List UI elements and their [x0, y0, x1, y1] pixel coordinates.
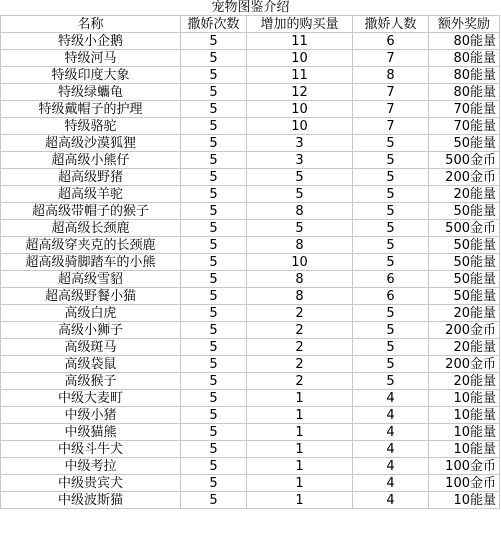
- cell-coax-people: 4: [353, 390, 429, 407]
- cell-extra-reward: 20能量: [429, 186, 500, 203]
- cell-extra-reward: 70能量: [429, 118, 500, 135]
- table-row: [1, 458, 500, 475]
- cell-purchase-increase: 12: [247, 84, 353, 101]
- cell-coax-count: 5: [181, 492, 247, 509]
- cell-extra-reward: 80能量: [429, 84, 500, 101]
- cell-extra-reward: 200金币: [429, 322, 500, 339]
- cell-coax-count: 5: [181, 424, 247, 441]
- table-body: [1, 33, 500, 509]
- cell-coax-count: 5: [181, 203, 247, 220]
- cell-purchase-increase: 1: [247, 441, 353, 458]
- table-row: [1, 271, 500, 288]
- table-row: [1, 33, 500, 50]
- cell-purchase-increase: 8: [247, 203, 353, 220]
- table-row: [1, 237, 500, 254]
- cell-name: 中级猫熊: [1, 424, 181, 441]
- table-row: [1, 50, 500, 67]
- cell-name: 超高级骑脚踏车的小熊: [1, 254, 181, 271]
- cell-coax-count: 5: [181, 220, 247, 237]
- cell-coax-count: 5: [181, 373, 247, 390]
- table-row: [1, 322, 500, 339]
- cell-coax-people: 4: [353, 475, 429, 492]
- cell-coax-people: 5: [353, 305, 429, 322]
- cell-coax-count: 5: [181, 152, 247, 169]
- cell-coax-count: 5: [181, 458, 247, 475]
- cell-purchase-increase: 10: [247, 254, 353, 271]
- cell-purchase-increase: 10: [247, 50, 353, 67]
- cell-name: 高级斑马: [1, 339, 181, 356]
- cell-extra-reward: 80能量: [429, 67, 500, 84]
- cell-purchase-increase: 2: [247, 339, 353, 356]
- table-row: [1, 441, 500, 458]
- cell-name: 超高级穿夹克的长颈鹿: [1, 237, 181, 254]
- cell-purchase-increase: 10: [247, 101, 353, 118]
- cell-name: 特级河马: [1, 50, 181, 67]
- cell-coax-count: 5: [181, 305, 247, 322]
- cell-name: 特级印度大象: [1, 67, 181, 84]
- cell-extra-reward: 50能量: [429, 288, 500, 305]
- cell-coax-count: 5: [181, 475, 247, 492]
- cell-extra-reward: 80能量: [429, 33, 500, 50]
- table-row: [1, 407, 500, 424]
- cell-extra-reward: 10能量: [429, 441, 500, 458]
- cell-name: 超高级长颈鹿: [1, 220, 181, 237]
- cell-extra-reward: 70能量: [429, 101, 500, 118]
- cell-coax-people: 6: [353, 33, 429, 50]
- cell-coax-people: 6: [353, 271, 429, 288]
- cell-coax-people: 4: [353, 458, 429, 475]
- cell-name: 特级戴帽子的护理: [1, 101, 181, 118]
- cell-purchase-increase: 8: [247, 237, 353, 254]
- cell-purchase-increase: 2: [247, 373, 353, 390]
- cell-purchase-increase: 8: [247, 288, 353, 305]
- cell-name: 特级绿蠵龟: [1, 84, 181, 101]
- cell-purchase-increase: 1: [247, 424, 353, 441]
- page-title: 宠物图鉴介绍: [211, 0, 290, 15]
- cell-extra-reward: 50能量: [429, 254, 500, 271]
- cell-coax-people: 8: [353, 67, 429, 84]
- cell-extra-reward: 500金币: [429, 220, 500, 237]
- table-row: [1, 288, 500, 305]
- cell-coax-people: 5: [353, 237, 429, 254]
- cell-coax-people: 5: [353, 169, 429, 186]
- cell-purchase-increase: 11: [247, 67, 353, 84]
- cell-name: 特级小企鹅: [1, 33, 181, 50]
- cell-name: 中级斗牛犬: [1, 441, 181, 458]
- cell-coax-people: 5: [353, 203, 429, 220]
- cell-name: 高级小狮子: [1, 322, 181, 339]
- cell-coax-count: 5: [181, 33, 247, 50]
- cell-extra-reward: 10能量: [429, 424, 500, 441]
- table-row: [1, 203, 500, 220]
- cell-name: 高级猴子: [1, 373, 181, 390]
- cell-purchase-increase: 5: [247, 186, 353, 203]
- cell-extra-reward: 20能量: [429, 373, 500, 390]
- table-header-row: [1, 16, 500, 33]
- cell-purchase-increase: 1: [247, 475, 353, 492]
- header-coax-count: 撒娇次数: [181, 16, 247, 33]
- cell-coax-count: 5: [181, 356, 247, 373]
- cell-coax-count: 5: [181, 339, 247, 356]
- table-row: [1, 169, 500, 186]
- cell-purchase-increase: 3: [247, 135, 353, 152]
- cell-coax-people: 7: [353, 118, 429, 135]
- cell-coax-count: 5: [181, 237, 247, 254]
- cell-coax-count: 5: [181, 169, 247, 186]
- table-row: [1, 390, 500, 407]
- cell-coax-people: 5: [353, 339, 429, 356]
- cell-coax-count: 5: [181, 441, 247, 458]
- header-name: 名称: [1, 16, 181, 33]
- cell-name: 超高级野猪: [1, 169, 181, 186]
- table-row: [1, 118, 500, 135]
- cell-purchase-increase: 1: [247, 407, 353, 424]
- table-row: [1, 356, 500, 373]
- table-row: [1, 339, 500, 356]
- cell-coax-count: 5: [181, 322, 247, 339]
- cell-name: 中级波斯猫: [1, 492, 181, 509]
- cell-coax-count: 5: [181, 101, 247, 118]
- cell-coax-people: 7: [353, 50, 429, 67]
- table-row: [1, 135, 500, 152]
- cell-name: 特级骆驼: [1, 118, 181, 135]
- cell-purchase-increase: 8: [247, 271, 353, 288]
- table-row: [1, 220, 500, 237]
- header-coax-people: 撒娇人数: [353, 16, 429, 33]
- cell-coax-count: 5: [181, 67, 247, 84]
- cell-coax-people: 6: [353, 288, 429, 305]
- cell-extra-reward: 50能量: [429, 271, 500, 288]
- cell-name: 高级白虎: [1, 305, 181, 322]
- cell-coax-count: 5: [181, 288, 247, 305]
- cell-coax-count: 5: [181, 271, 247, 288]
- cell-coax-people: 5: [353, 152, 429, 169]
- cell-coax-people: 5: [353, 135, 429, 152]
- cell-extra-reward: 100金币: [429, 458, 500, 475]
- cell-extra-reward: 50能量: [429, 237, 500, 254]
- cell-coax-people: 7: [353, 84, 429, 101]
- cell-name: 超高级雪貂: [1, 271, 181, 288]
- cell-coax-count: 5: [181, 50, 247, 67]
- cell-coax-count: 5: [181, 118, 247, 135]
- cell-coax-count: 5: [181, 84, 247, 101]
- cell-purchase-increase: 11: [247, 33, 353, 50]
- cell-extra-reward: 20能量: [429, 339, 500, 356]
- cell-name: 超高级野餐小猫: [1, 288, 181, 305]
- cell-purchase-increase: 2: [247, 305, 353, 322]
- cell-purchase-increase: 1: [247, 390, 353, 407]
- cell-name: 超高级沙漠狐狸: [1, 135, 181, 152]
- cell-name: 中级考拉: [1, 458, 181, 475]
- cell-purchase-increase: 1: [247, 458, 353, 475]
- cell-coax-people: 7: [353, 101, 429, 118]
- cell-purchase-increase: 1: [247, 492, 353, 509]
- cell-extra-reward: 10能量: [429, 492, 500, 509]
- cell-coax-count: 5: [181, 407, 247, 424]
- cell-extra-reward: 50能量: [429, 203, 500, 220]
- cell-coax-people: 5: [353, 186, 429, 203]
- table-row: [1, 186, 500, 203]
- table-row: [1, 84, 500, 101]
- table-row: [1, 305, 500, 322]
- header-purchase-increase: 增加的购买量: [247, 16, 353, 33]
- cell-coax-count: 5: [181, 254, 247, 271]
- cell-name: 中级大麦町: [1, 390, 181, 407]
- cell-purchase-increase: 5: [247, 220, 353, 237]
- cell-coax-people: 5: [353, 322, 429, 339]
- cell-coax-people: 4: [353, 424, 429, 441]
- cell-name: 超高级小熊仔: [1, 152, 181, 169]
- cell-name: 高级袋鼠: [1, 356, 181, 373]
- table-row: [1, 373, 500, 390]
- cell-coax-people: 5: [353, 356, 429, 373]
- cell-purchase-increase: 10: [247, 118, 353, 135]
- table-row: [1, 101, 500, 118]
- cell-extra-reward: 10能量: [429, 390, 500, 407]
- cell-extra-reward: 50能量: [429, 135, 500, 152]
- cell-name: 中级贵宾犬: [1, 475, 181, 492]
- cell-extra-reward: 200金币: [429, 169, 500, 186]
- cell-extra-reward: 80能量: [429, 50, 500, 67]
- table-row: [1, 424, 500, 441]
- cell-coax-people: 5: [353, 254, 429, 271]
- header-extra-reward: 额外奖励: [429, 16, 500, 33]
- cell-purchase-increase: 2: [247, 322, 353, 339]
- cell-extra-reward: 500金币: [429, 152, 500, 169]
- cell-coax-people: 4: [353, 492, 429, 509]
- cell-name: 超高级带帽子的猴子: [1, 203, 181, 220]
- cell-name: 超高级羊驼: [1, 186, 181, 203]
- cell-extra-reward: 200金币: [429, 356, 500, 373]
- table-row: [1, 152, 500, 169]
- cell-name: 中级小猪: [1, 407, 181, 424]
- cell-extra-reward: 20能量: [429, 305, 500, 322]
- pet-table: [0, 15, 500, 509]
- table-row: [1, 475, 500, 492]
- cell-purchase-increase: 5: [247, 169, 353, 186]
- cell-coax-count: 5: [181, 135, 247, 152]
- cell-coax-count: 5: [181, 390, 247, 407]
- cell-coax-people: 4: [353, 407, 429, 424]
- cell-extra-reward: 100金币: [429, 475, 500, 492]
- cell-extra-reward: 10能量: [429, 407, 500, 424]
- table-row: [1, 67, 500, 84]
- cell-coax-people: 5: [353, 220, 429, 237]
- table-row: [1, 492, 500, 509]
- cell-coax-count: 5: [181, 186, 247, 203]
- cell-purchase-increase: 3: [247, 152, 353, 169]
- table-row: [1, 254, 500, 271]
- cell-coax-people: 4: [353, 441, 429, 458]
- cell-coax-people: 5: [353, 373, 429, 390]
- cell-purchase-increase: 2: [247, 356, 353, 373]
